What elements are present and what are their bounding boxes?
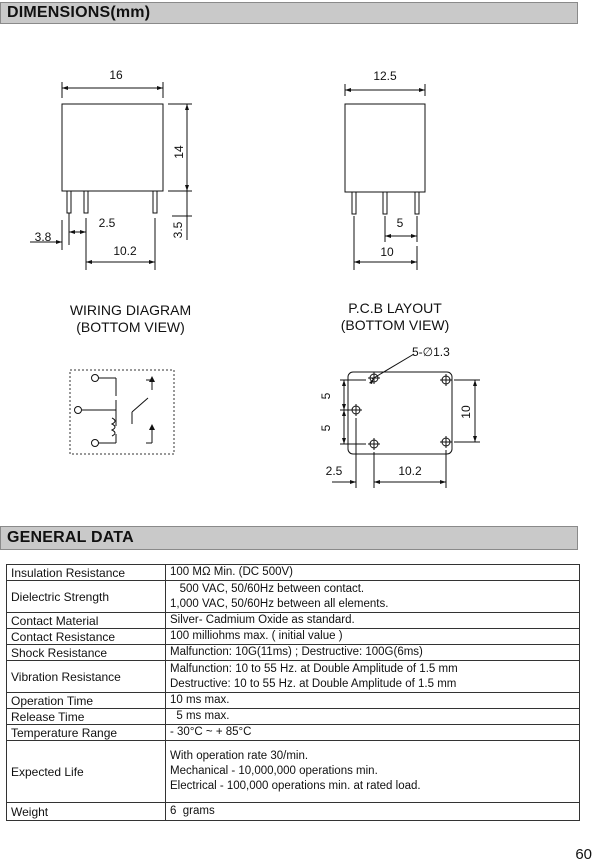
- pcb-pitch-b-label: 5: [319, 424, 333, 432]
- table-row: [7, 565, 580, 581]
- dimensions-title: DIMENSIONS(mm): [7, 4, 151, 21]
- side-view-drawing: [0, 60, 230, 275]
- row-value: [166, 741, 580, 803]
- row-key: Contact Material: [7, 613, 166, 629]
- row-value: [166, 661, 580, 693]
- general-data-header: [0, 526, 578, 550]
- table-row: [7, 613, 580, 629]
- table-row: [7, 709, 580, 725]
- row-value-line: Electrical - 100,000 operations min. at rated load.: [170, 780, 421, 792]
- row-key: Release Time: [7, 709, 166, 725]
- front-span-label: 10: [380, 245, 394, 259]
- table-row: [7, 741, 580, 803]
- front-view-drawing: [330, 60, 450, 275]
- pcb-hole-label: 5-∅1.3: [412, 345, 450, 359]
- row-value: [166, 709, 580, 725]
- front-width-label: 12.5: [373, 69, 397, 83]
- table-row: [7, 693, 580, 709]
- row-value: [166, 645, 580, 661]
- row-value-line: 6 grams: [170, 805, 215, 817]
- dimensions-header: [0, 2, 578, 24]
- row-key: Temperature Range: [7, 725, 166, 741]
- row-value-line: Silver- Cadmium Oxide as standard.: [170, 614, 355, 626]
- pcb-pitch-a-label: 5: [319, 392, 333, 400]
- row-key: Vibration Resistance: [7, 661, 166, 693]
- row-value-line: Destructive: 10 to 55 Hz. at Double Amplitude of 1.5 mm: [170, 677, 457, 690]
- table-row: [7, 629, 580, 645]
- side-pin-length-label: 3.5: [171, 221, 185, 239]
- row-value-line: 100 milliohms max. ( initial value ): [170, 630, 343, 642]
- pcb-offset-label: 2.5: [325, 464, 343, 478]
- row-key: Contact Resistance: [7, 629, 166, 645]
- side-offset-label: 3.8: [34, 230, 52, 244]
- row-value: [166, 725, 580, 741]
- row-key: Insulation Resistance: [7, 565, 166, 581]
- pcb-layout-drawing: [312, 342, 492, 492]
- row-value-line: Malfunction: 10G(11ms) ; Destructive: 100G(6ms): [170, 646, 423, 658]
- pcb-height-label: 10: [459, 405, 473, 419]
- side-width-label: 16: [109, 68, 123, 82]
- row-key: Weight: [7, 803, 166, 821]
- row-value: [166, 693, 580, 709]
- side-pitch-label: 2.5: [98, 216, 116, 230]
- row-key: Operation Time: [7, 693, 166, 709]
- wiring-diagram: [68, 368, 178, 458]
- general-data-table: [6, 564, 580, 821]
- table-row: [7, 645, 580, 661]
- wiring-diagram-title: WIRING DIAGRAM (BOTTOM VIEW): [69, 302, 192, 335]
- general-data-title: GENERAL DATA: [7, 529, 134, 546]
- row-key: Dielectric Strength: [7, 581, 166, 613]
- pcb-span-label: 10.2: [398, 464, 422, 478]
- row-value: [166, 581, 580, 613]
- row-value-line: 5 ms max.: [170, 710, 230, 722]
- row-key: Expected Life: [7, 741, 166, 803]
- page-number: 60: [575, 846, 592, 863]
- side-span-label: 10.2: [113, 244, 137, 258]
- row-value: [166, 613, 580, 629]
- front-pitch-label: 5: [396, 216, 404, 230]
- row-value: [166, 629, 580, 645]
- row-key: Shock Resistance: [7, 645, 166, 661]
- row-value-line: With operation rate 30/min.: [170, 750, 309, 762]
- table-row: [7, 661, 580, 693]
- row-value-line: Mechanical - 10,000,000 operations min.: [170, 765, 378, 777]
- row-value: [166, 803, 580, 821]
- row-value: [166, 565, 580, 581]
- row-value-line: - 30°C ~ + 85°C: [170, 726, 252, 738]
- table-row: [7, 803, 580, 821]
- row-value-line: 500 VAC, 50/60Hz between contact.: [170, 582, 365, 595]
- row-value-line: Malfunction: 10 to 55 Hz. at Double Amplitude of 1.5 mm: [170, 662, 458, 675]
- row-value-line: 100 MΩ Min. (DC 500V): [170, 566, 293, 578]
- table-row: [7, 581, 580, 613]
- pcb-layout-title: P.C.B LAYOUT (BOTTOM VIEW): [340, 300, 450, 333]
- side-height-label: 14: [172, 145, 186, 159]
- row-value-line: 1,000 VAC, 50/60Hz between all elements.: [170, 597, 389, 610]
- table-row: [7, 725, 580, 741]
- row-value-line: 10 ms max.: [170, 694, 230, 706]
